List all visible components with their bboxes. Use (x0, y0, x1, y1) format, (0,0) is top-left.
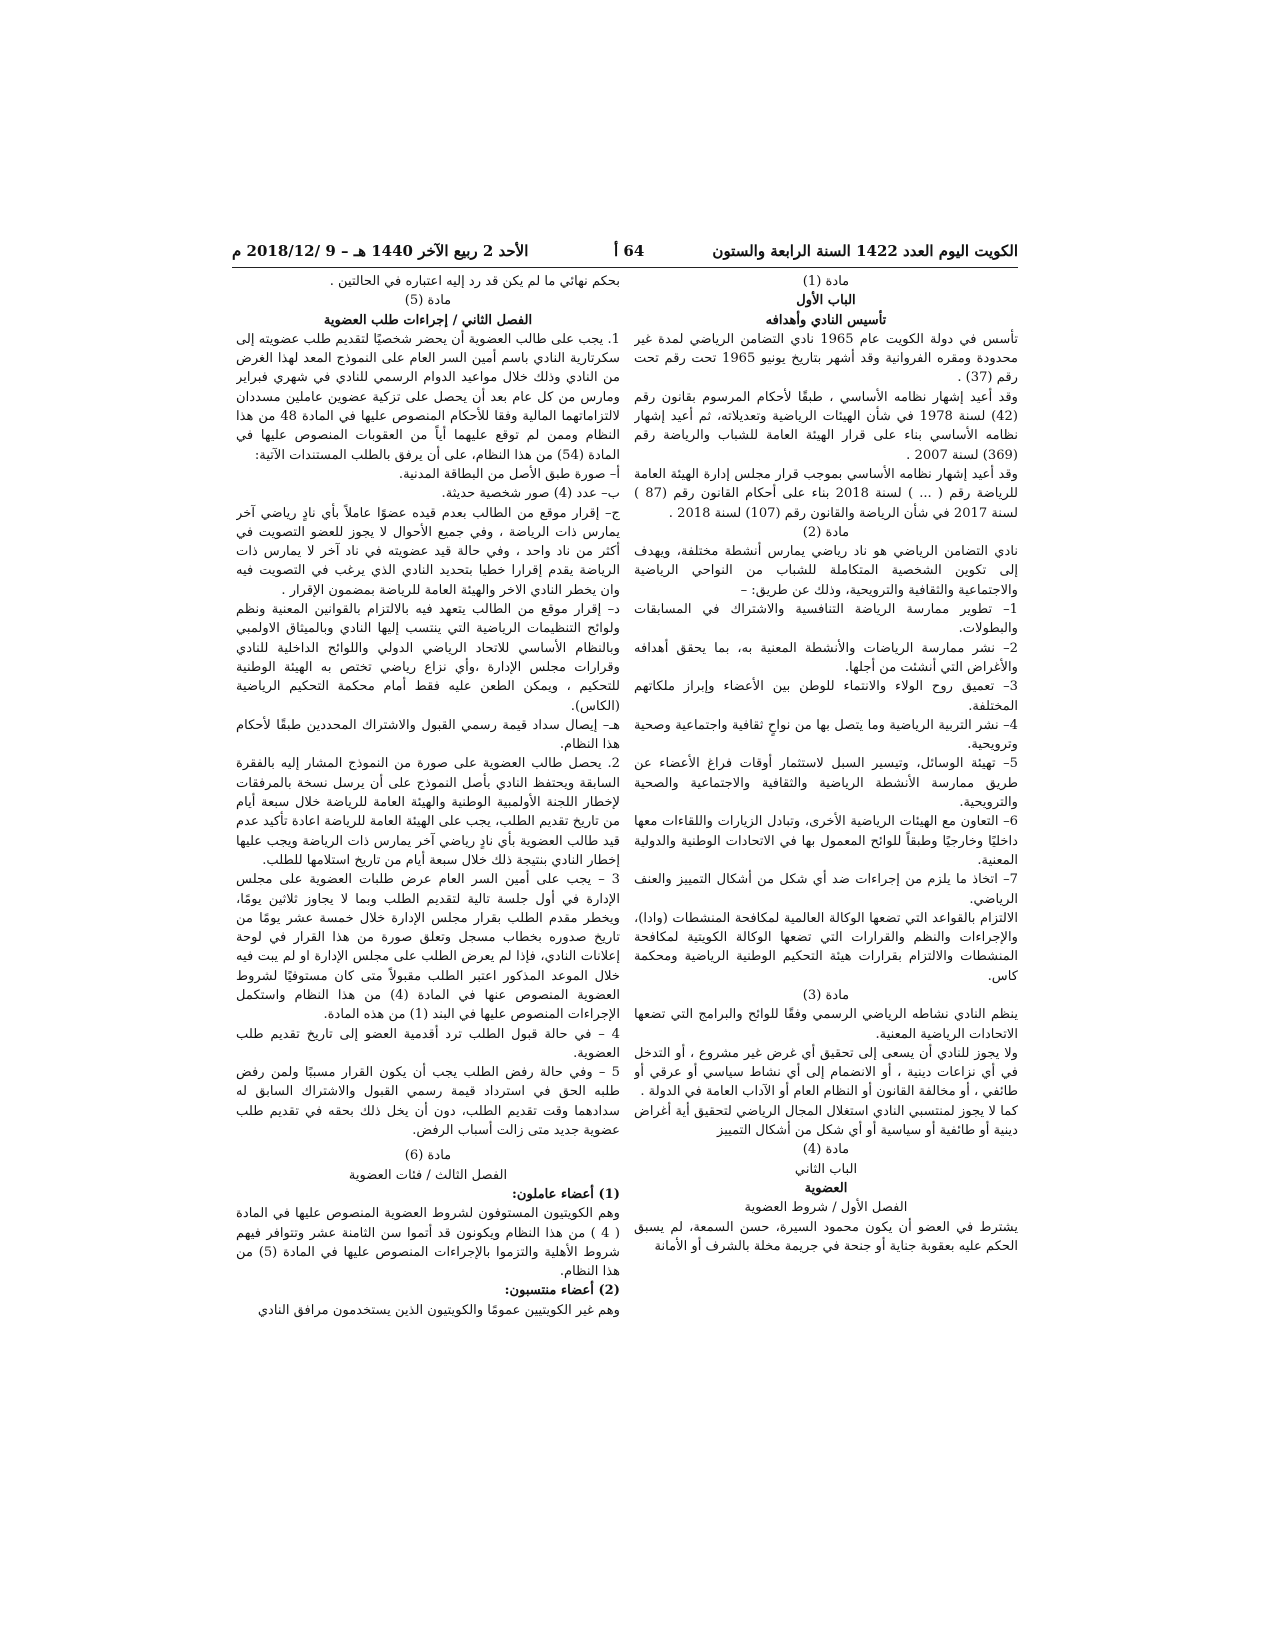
article-3-heading: مادة (3) (802, 987, 850, 1003)
header-rule (232, 267, 1018, 268)
paragraph: 1. يجب على طالب العضوية أن يحضر شخصيًا لتقديم طلب عضويته إلى سكرتارية النادي باسم أمين السر العام على النموذج المعد لهذا الغرض من النادي وذلك خلال مواعيد الدوام الرسمي للنادي في شهري فبراير ومارس من كل عام بعد أن يحصل على تزكية عضوين عاملين مسددان لالتزاماتهما المالية وفقا للأحكام المنصوص عليها في المادة 48 من هذا النظام وممن لم توقع عليهما أياً من العقوبات المنصوص عليها في المادة (54) من هذا النظام، على أن يرفق بالطلب المستندات الآتية: (236, 331, 620, 463)
right-column (634, 272, 1018, 1547)
paragraph: 2. يحصل طالب العضوية على صورة من النموذج المشار إليه بالفقرة السابقة ويحتفظ النادي بأصل النموذج على أن يرسل نسخة بالمرفقات لإخطار اللجنة الأولمبية الوطنية والهيئة العامة للرياضة خلال سبعة أيام من تاريخ تقديم الطلب، يجب على الهيئة العامة للرياضة اعادة تأكيد عدم قيد طالب العضوية بأي نادٍ رياضي آخر يمارس ذات الرياضة ويجب عليها إخطار النادي بنتيجة ذلك خلال سبعة أيام من تاريخ استلامها للطلب. (236, 756, 620, 868)
list-item: 5– تهيئة الوسائل، وتيسير السبل لاستثمار أوقات فراغ الأعضاء عن طريق ممارسة الأنشطة الرياضية والثقافية والاجتماعية والصحية والترويحية. (634, 756, 1018, 811)
paragraph: يشترط في العضو أن يكون محمود السيرة، حسن السمعة، لم يسبق الحكم عليه بعقوبة جناية أو جنحة في جريمة مخلة بالشرف أو الأمانة (634, 1219, 1018, 1254)
list-item: ب– عدد (4) صور شخصية حديثة. (441, 486, 620, 502)
page-header (232, 238, 1018, 268)
chapter-1-title: تأسيس النادي وأهدافه (765, 312, 887, 328)
chapter-2-title: العضوية (804, 1180, 848, 1196)
issue-date: الأحد 2 ربيع الآخر 1440 هـ – 9 /2018/12 م (232, 242, 529, 260)
paragraph: وقد أعيد إشهار نظامه الأساسي بموجب قرار مجلس إدارة الهيئة العامة للرياضة رقم ( ... ) لسنة 2018 بناء على أحكام القانون رقم (87 ) لسنة 2017 في شأن الرياضة والقانون رقم (107) لسنة 2018 . (634, 466, 1018, 521)
paragraph: بحكم نهائي ما لم يكن قد رد إليه اعتباره في الحالتين . (329, 274, 620, 289)
article-6-heading: مادة (6) (404, 1148, 452, 1164)
list-item: 7– اتخاذ ما يلزم من إجراءات ضد أي شكل من أشكال التمييز والعنف الرياضي. (634, 872, 1018, 907)
article-4-heading: مادة (4) (802, 1142, 850, 1158)
list-item: ج– إقرار موقع من الطالب بعدم قيده عضوًا عاملاً بأي نادٍ رياضي آخر يمارس ذات الرياضة ، وفي جميع الأحوال لا يجوز للعضو التصويت في أكثر من ناد واحد ، وفي حالة قيد عضويته في ناد آخر لا يمارس ذات الرياضة يقدم إقرارا خطيا بتحديد النادي الذي يرغب في التصويت فيه وان يخطر النادي الاخر والهيئة العامة للرياضة بمضمون الإقرار . (236, 505, 620, 598)
subheading: (2) أعضاء منتسبون: (504, 1283, 620, 1299)
paragraph: 4 – في حالة قبول الطلب ترد أقدمية العضو إلى تاريخ تقديم طلب العضوية. (236, 1026, 620, 1061)
left-column (236, 272, 620, 1547)
page-number: 64 أ (614, 242, 645, 260)
paragraph: نادي التضامن الرياضي هو ناد رياضي يمارس أنشطة مختلفة، ويهدف إلى تكوين الشخصية المتكاملة للشباب من النواحي الرياضية والاجتماعية والثقافية والترويحية، وذلك عن طريق: – (634, 544, 1018, 598)
gazette-title: الكويت اليوم العدد 1422 السنة الرابعة والستون (712, 242, 1018, 260)
list-item: أ– صورة طبق الأصل من البطاقة المدنية. (398, 466, 620, 482)
list-item: د– إقرار موقع من الطالب يتعهد فيه بالالتزام بالقوانين المعنية ونظم ولوائح التنظيمات الرياضية التي ينتسب إليها النادي وبالميثاق الاولمبي وبالنظام الأساسي للاتحاد الرياضي الدولي واللوائح الداخلية للنادي وقرارات مجلس الإدارة ،وأي نزاع رياضي تختص به الهيئة الوطنية للتحكيم ، ويمكن الطعن عليه فقط أمام محكمة التحكيم الرياضية (الكاس). (236, 602, 620, 714)
section-heading: الفصل الثاني / إجراءات طلب العضوية (323, 312, 533, 328)
paragraph: 5 – وفي حالة رفض الطلب يجب أن يكون القرار مسببًا ولمن رفض طلبه الحق في استرداد قيمة رسمي القبول والاشتراك السابق له سدادهما وقت تقديم الطلب، دون أن يخل ذلك بحقه في تقديم طلب عضوية جديد متى زالت أسباب الرفض. (236, 1065, 620, 1139)
section-heading: الفصل الثالث / فئات العضوية (348, 1167, 508, 1183)
paragraph: 3 – يجب على أمين السر العام عرض طلبات العضوية على مجلس الإدارة في أول جلسة تالية لتقديم الطلب وبما لا يجاوز ثلاثين يومًا، ويخطر مقدم الطلب بقرار مجلس الإدارة خلال خمسة عشر يومًا من تاريخ صدوره بخطاب مسجل وتعلق صورة من هذا القرار في لوحة إعلانات النادي، فإذا لم يعرض الطلب على مجلس الإدارة او لم يبت فيه خلال الموعد المذكور اعتبر الطلب مقبولاً متى كان مستوفيًا لشروط العضوية المنصوص عنها في المادة (4) من هذا النظام واستكمل الإجراءات المنصوص عليها في البند (1) من هذه المادة. (236, 872, 620, 1023)
paragraph: ينظم النادي نشاطه الرياضي الرسمي وفقًا للوائح والبرامج التي تضعها الاتحادات الرياضية المعنية. (634, 1007, 1018, 1042)
list-item: 3– تعميق روح الولاء والانتماء للوطن بين الأعضاء وإبراز ملكاتهم المختلفة. (634, 679, 1018, 714)
article-5-heading: مادة (5) (404, 293, 452, 309)
article-2-heading: مادة (2) (802, 524, 850, 540)
chapter-2-heading: الباب الثاني (794, 1161, 858, 1177)
paragraph: وهم غير الكويتيين عمومًا والكويتيون الذين يستخدمون مرافق النادي (257, 1302, 620, 1318)
paragraph: تأسس في دولة الكويت عام 1965 نادي التضامن الرياضي لمدة غير محدودة ومقره الفروانية وقد أشهر بتاريخ يونيو 1965 تحت رقم تحت رقم (37) . (634, 331, 1018, 386)
list-item: 2– نشر ممارسة الرياضات والأنشطة المعنية به، بما يحقق أهدافه والأغراض التي أنشئت من أجلها. (634, 640, 1018, 675)
list-item: 1– تطوير ممارسة الرياضة التنافسية والاشتراك في المسابقات والبطولات. (634, 602, 1018, 637)
paragraph: الالتزام بالقواعد التي تضعها الوكالة العالمية لمكافحة المنشطات (وادا)، والإجراءات والنظم والقرارات التي تضعها الوكالة الكويتية لمكافحة المنشطات والالتزام بقرارات هيئة التحكيم الوطنية الرياضية ومحكمة كاس. (634, 910, 1018, 984)
paragraph: وهم الكويتيون المستوفون لشروط العضوية المنصوص عليها في المادة ( 4 ) من هذا النظام ويكونون قد أتموا سن الثامنة عشر وتتوافر فيهم شروط الأهلية والتزموا بالإجراءات المنصوص عليها في المادة (5) من هذا النظام. (236, 1206, 620, 1280)
chapter-1-heading: الباب الأول (796, 293, 856, 309)
list-item: 6– التعاون مع الهيئات الرياضية الأخرى، وتبادل الزيارات واللقاءات معها داخليًا وخارجيًا وطبقاً للوائح المعمول بها في الاتحادات الوطنية والدولية المعنية. (634, 814, 1018, 868)
article-1-heading: مادة (1) (802, 274, 850, 289)
paragraph: ولا يجوز للنادي أن يسعى إلى تحقيق أي غرض غير مشروع ، أو التدخل في أي نزاعات دينية ، أو الانضمام إلى أي نشاط سياسي أو عرقي أو طائفي ، أو مخالفة القانون أو النظام العام أو الآداب العامة في الدولة . (634, 1045, 1018, 1100)
paragraph: كما لا يجوز لمنتسبي النادي استغلال المجال الرياضي لتحقيق أية أغراض دينية أو طائفية أو سياسية أو أي شكل من أشكال التمييز (634, 1103, 1018, 1139)
paragraph: وقد أعيد إشهار نظامه الأساسي ، طبقًا لأحكام المرسوم بقانون رقم (42) لسنة 1978 في شأن الهيئات الرياضية وتعديلاته، ثم أعيد إشهار نظامه الأساسي بناء على قرار الهيئة العامة للشباب والرياضة رقم (369) لسنة 2007 . (634, 389, 1018, 463)
subheading: (1) أعضاء عاملون: (512, 1186, 620, 1202)
section-heading: الفصل الأول / شروط العضوية (744, 1200, 908, 1216)
list-item: هـ– إيصال سداد قيمة رسمي القبول والاشتراك المحددين طبقًا لأحكام هذا النظام. (236, 717, 620, 753)
list-item: 4– نشر التربية الرياضية وما يتصل بها من نواحٍ ثقافية واجتماعية وصحية وترويحية. (634, 717, 1018, 753)
